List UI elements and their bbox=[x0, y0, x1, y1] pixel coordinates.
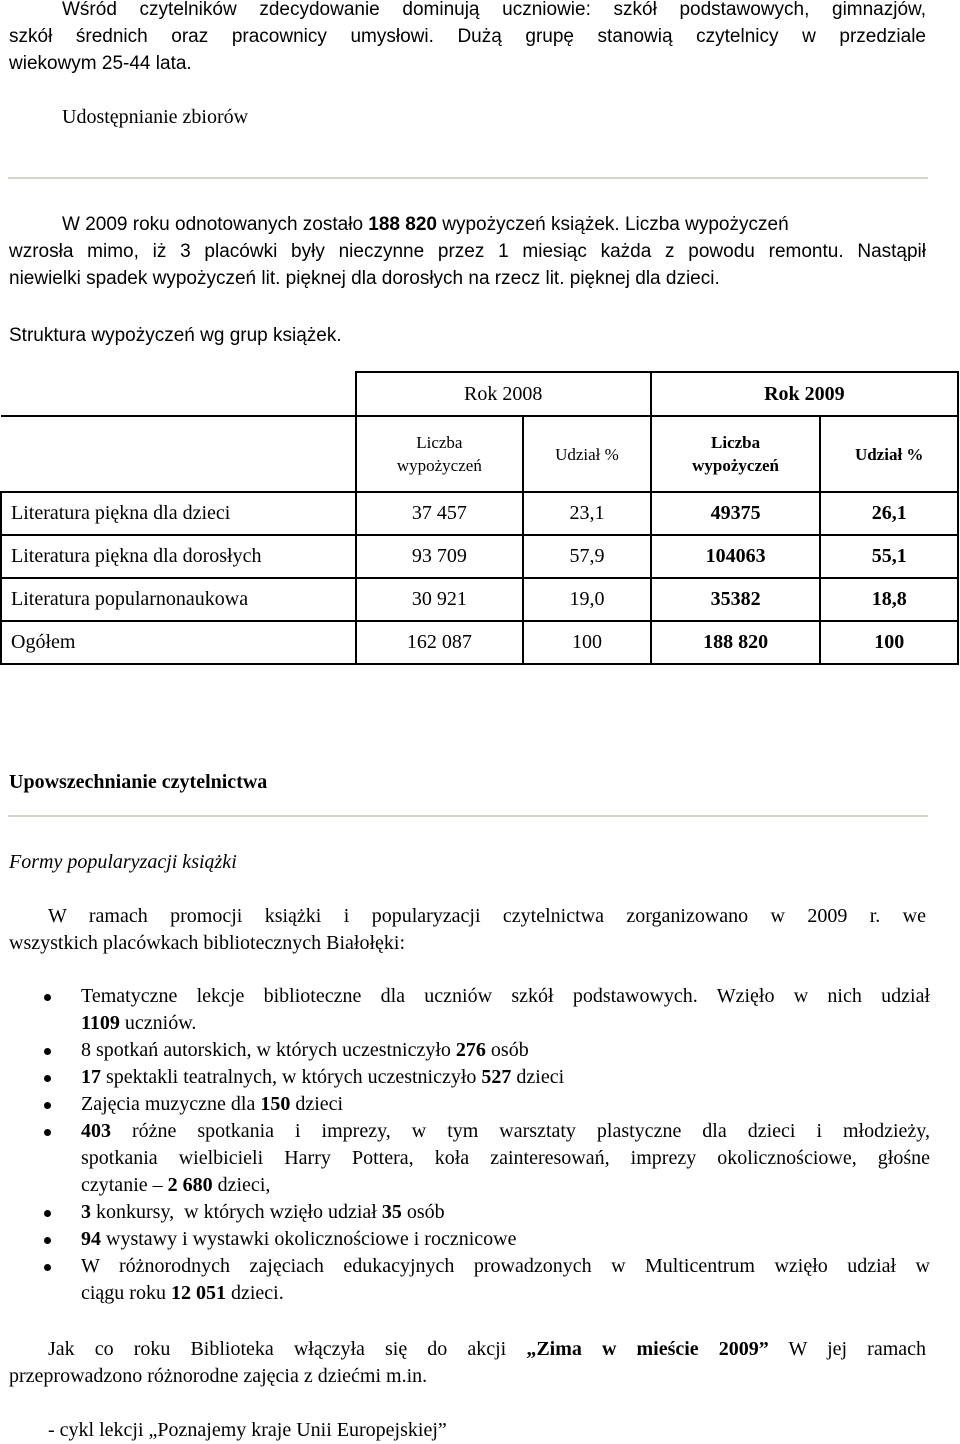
count-value: 12 051 bbox=[170, 1282, 226, 1304]
list-item bbox=[0, 1118, 930, 1199]
table-row bbox=[1, 578, 958, 621]
header-count-2009 bbox=[651, 416, 821, 492]
cell-count-2009: 104063 bbox=[651, 535, 821, 578]
row-label: Literatura popularnonaukowa bbox=[1, 578, 356, 621]
list-item-text bbox=[81, 1064, 930, 1091]
list-item bbox=[0, 1064, 930, 1091]
lending-paragraph-line-2: wzrosła mimo, iż 3 placówki były nieczynne przez 1 miesiąc każda z powodu remontu. Nastąpił bbox=[9, 241, 926, 262]
cell-count-2009: 35382 bbox=[651, 578, 821, 621]
row-label: Literatura piękna dla dorosłych bbox=[1, 535, 356, 578]
text-run: konkursy, w których wzięło udział bbox=[91, 1201, 382, 1223]
bullet-icon bbox=[44, 1102, 51, 1109]
header-text: wypożyczeń bbox=[692, 456, 779, 475]
count-value: 94 bbox=[81, 1228, 101, 1250]
count-value: 2 680 bbox=[167, 1174, 213, 1196]
cell-share-2008: 100 bbox=[523, 621, 651, 664]
cell-count-2009: 188 820 bbox=[651, 621, 821, 664]
bullet-icon bbox=[44, 1237, 51, 1244]
list-item-text bbox=[81, 1199, 930, 1226]
header-text: Liczba bbox=[711, 433, 761, 452]
list-item-text bbox=[81, 983, 930, 1037]
header-year-2008: Rok 2008 bbox=[356, 372, 651, 416]
text-run: spotkania wielbicieli Harry Pottera, koła zainteresowań, imprezy okolicznościowe, głośne bbox=[81, 1147, 930, 1169]
table-caption: Struktura wypożyczeń wg grup książek. bbox=[9, 325, 342, 346]
cell-share-2009: 26,1 bbox=[820, 492, 958, 535]
text-run: różne spotkania i imprezy, w tym warsztaty plastyczne dla dzieci i młodzieży, bbox=[111, 1120, 930, 1142]
count-value: 1109 bbox=[81, 1012, 120, 1034]
text-run: Jak co roku Biblioteka włączyła się do akcji bbox=[48, 1338, 527, 1360]
bullet-icon bbox=[44, 1129, 51, 1136]
promotion-intro-line-1: W ramach promocji książki i popularyzacji czytelnictwa zorganizowano w 2009 r. we bbox=[48, 905, 926, 927]
table-row-total bbox=[1, 621, 958, 664]
bullet-icon bbox=[44, 1048, 51, 1055]
text-run: osób bbox=[401, 1201, 445, 1223]
list-item-text bbox=[81, 1091, 930, 1118]
table-row bbox=[1, 535, 958, 578]
text-run: W jej ramach bbox=[768, 1338, 927, 1360]
count-value: 276 bbox=[455, 1039, 486, 1061]
cell-count-2008: 93 709 bbox=[356, 535, 524, 578]
cell-share-2008: 57,9 bbox=[523, 535, 651, 578]
text-run: spektakli teatralnych, w których uczestniczyło bbox=[101, 1066, 482, 1088]
count-value: 150 bbox=[260, 1093, 291, 1115]
list-item bbox=[0, 1091, 930, 1118]
bullet-icon bbox=[44, 1210, 51, 1217]
lending-paragraph-line-1 bbox=[62, 211, 789, 238]
list-item bbox=[0, 1199, 930, 1226]
cell-share-2008: 23,1 bbox=[523, 492, 651, 535]
text-run: osób bbox=[485, 1039, 529, 1061]
activities-list bbox=[0, 983, 930, 1307]
count-value: 35 bbox=[381, 1201, 402, 1223]
text-run: wystawy i wystawki okolicznościowe i rocznicowe bbox=[101, 1228, 517, 1250]
cell-share-2009: 55,1 bbox=[820, 535, 958, 578]
section-heading-upowszechnianie: Upowszechnianie czytelnictwa bbox=[9, 771, 268, 793]
subheading-formy: Formy popularyzacji książki bbox=[9, 851, 237, 873]
bullet-icon bbox=[44, 994, 51, 1001]
text-run: 8 spotkań autorskich, w których uczestniczyło bbox=[81, 1039, 456, 1061]
campaign-name: „Zima w mieście 2009” bbox=[526, 1338, 769, 1360]
count-value: 3 bbox=[81, 1201, 91, 1223]
loans-structure-table bbox=[0, 371, 959, 665]
intro-line-1: Wśród czytelników zdecydowanie dominują uczniowie: szkół podstawowych, gimnazjów, bbox=[62, 0, 926, 20]
divider bbox=[8, 815, 928, 817]
table-row bbox=[1, 492, 958, 535]
text-run: W 2009 roku odnotowanych zostało bbox=[62, 214, 369, 235]
bullet-icon bbox=[44, 1264, 51, 1271]
closing-line-2: przeprowadzono różnorodne zajęcia z dziećmi m.in. bbox=[9, 1365, 428, 1387]
row-label: Ogółem bbox=[1, 621, 356, 664]
text-run: dzieci, bbox=[212, 1174, 271, 1196]
last-line: - cykl lekcji „Poznajemy kraje Unii Europejskiej” bbox=[48, 1419, 447, 1441]
closing-line-1 bbox=[48, 1336, 926, 1363]
list-item bbox=[0, 983, 930, 1037]
cell-count-2008: 162 087 bbox=[356, 621, 524, 664]
bullet-icon bbox=[44, 1075, 51, 1082]
header-text: wypożyczeń bbox=[396, 456, 482, 475]
text-run: Tematyczne lekcje biblioteczne dla uczniów szkół podstawowych. Wzięło w nich udział bbox=[81, 985, 930, 1007]
divider bbox=[8, 177, 928, 179]
count-value: 527 bbox=[481, 1066, 512, 1088]
header-share-2008: Udział % bbox=[523, 416, 651, 492]
cell-share-2008: 19,0 bbox=[523, 578, 651, 621]
list-item bbox=[0, 1226, 930, 1253]
total-loans-value: 188 820 bbox=[368, 214, 437, 235]
list-item bbox=[0, 1253, 930, 1307]
header-count-2008 bbox=[356, 416, 524, 492]
list-item-text bbox=[81, 1253, 930, 1307]
cell-count-2009: 49375 bbox=[651, 492, 821, 535]
text-run: dzieci bbox=[511, 1066, 565, 1088]
count-value: 17 bbox=[81, 1066, 101, 1088]
intro-line-2: szkół średnich oraz pracownicy umysłowi. Dużą grupę stanowią czytelnicy w przedziale bbox=[9, 26, 926, 47]
cell-count-2008: 37 457 bbox=[356, 492, 524, 535]
text-run: dzieci bbox=[290, 1093, 344, 1115]
cell-share-2009: 100 bbox=[820, 621, 958, 664]
header-share-2009: Udział % bbox=[820, 416, 958, 492]
text-run: Zajęcia muzyczne dla bbox=[81, 1093, 261, 1115]
text-run: dzieci. bbox=[225, 1282, 284, 1304]
text-run: uczniów. bbox=[119, 1012, 197, 1034]
cell-count-2008: 30 921 bbox=[356, 578, 524, 621]
list-item-text bbox=[81, 1037, 930, 1064]
table-corner-cell bbox=[1, 372, 356, 416]
list-item bbox=[0, 1037, 930, 1064]
list-item-text bbox=[81, 1118, 930, 1199]
header-year-2009: Rok 2009 bbox=[651, 372, 958, 416]
table-corner-cell bbox=[1, 416, 356, 492]
cell-share-2009: 18,8 bbox=[820, 578, 958, 621]
count-value: 403 bbox=[81, 1120, 111, 1142]
text-run: wypożyczeń książek. Liczba wypożyczeń bbox=[436, 214, 789, 235]
header-text: Liczba bbox=[416, 433, 463, 452]
lending-paragraph-line-3: niewielki spadek wypożyczeń lit. pięknej dla dorosłych na rzecz lit. pięknej dla dzieci. bbox=[9, 268, 720, 289]
list-item-text bbox=[81, 1226, 930, 1253]
text-run: ciągu roku bbox=[81, 1282, 171, 1304]
text-run: czytanie – bbox=[81, 1174, 168, 1196]
promotion-intro-line-2: wszystkich placówkach bibliotecznych Białołęki: bbox=[9, 932, 405, 954]
intro-line-3: wiekowym 25-44 lata. bbox=[9, 53, 192, 74]
row-label: Literatura piękna dla dzieci bbox=[1, 492, 356, 535]
section-heading-udostepnianie: Udostępnianie zbiorów bbox=[62, 106, 249, 128]
text-run: W różnorodnych zajęciach edukacyjnych prowadzonych w Multicentrum wzięło udział w bbox=[81, 1255, 930, 1277]
